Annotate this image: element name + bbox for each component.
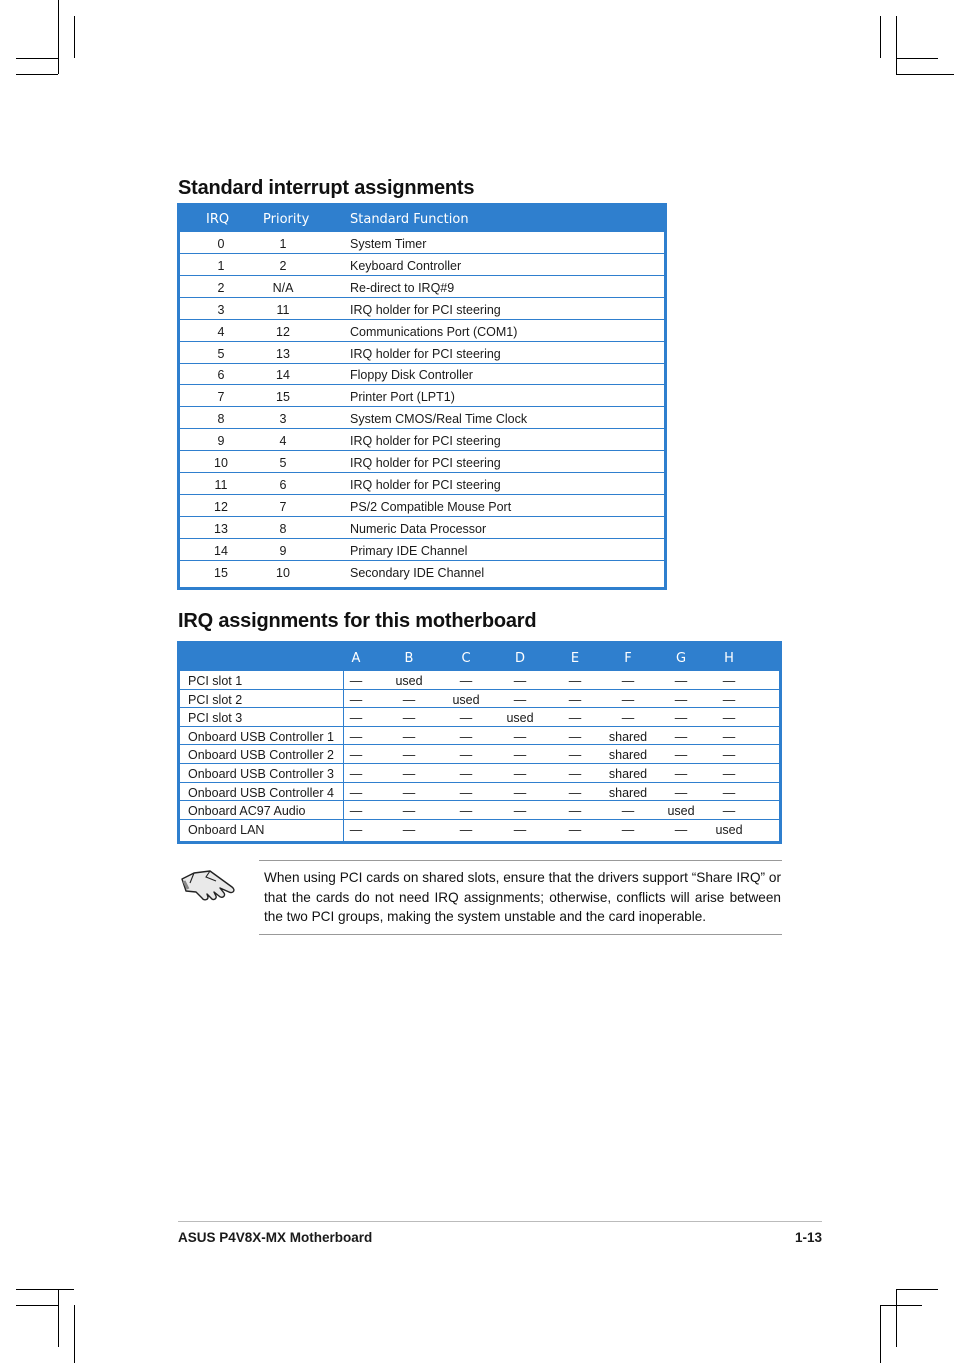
table-row bbox=[180, 363, 664, 385]
table-row bbox=[180, 429, 664, 451]
footer-page-number: 1-13 bbox=[794, 1230, 822, 1245]
table-row bbox=[180, 764, 779, 783]
irq-cell-f: — bbox=[621, 822, 635, 837]
irq-cell: 7 bbox=[217, 390, 225, 405]
irq-cell-a: — bbox=[349, 767, 363, 781]
table-row bbox=[180, 671, 779, 690]
irq-cell-c: — bbox=[459, 767, 473, 781]
irq-cell-f: — bbox=[621, 692, 635, 707]
device-label: Onboard USB Controller 4 bbox=[188, 785, 334, 800]
priority-cell: 15 bbox=[276, 390, 290, 405]
irq-cell-b: used bbox=[395, 674, 423, 688]
pointing-hand-icon bbox=[180, 865, 238, 905]
irq-cell-d: — bbox=[513, 692, 527, 707]
priority-cell: 1 bbox=[279, 237, 287, 251]
function-cell: Secondary IDE Channel bbox=[350, 565, 485, 580]
function-cell: IRQ holder for PCI steering bbox=[350, 302, 501, 317]
irq-cell-g: — bbox=[674, 767, 688, 781]
table-header bbox=[177, 203, 667, 232]
table-row bbox=[180, 407, 664, 429]
footer-rule bbox=[178, 1221, 822, 1222]
priority-cell: 11 bbox=[276, 302, 290, 317]
table-row bbox=[180, 820, 779, 839]
irq-cell-b: — bbox=[402, 804, 416, 819]
priority-cell: 4 bbox=[279, 434, 287, 449]
device-label: Onboard AC97 Audio bbox=[188, 804, 306, 819]
table-row bbox=[180, 517, 664, 539]
irq-cell-g: used bbox=[667, 804, 695, 819]
irq-cell-c: — bbox=[459, 711, 473, 726]
irq-cell-b: — bbox=[402, 729, 416, 744]
table-row bbox=[180, 276, 664, 298]
irq-cell-e: — bbox=[568, 711, 582, 726]
irq-cell-b: — bbox=[402, 692, 416, 707]
priority-cell: 2 bbox=[279, 258, 287, 273]
irq-cell: 8 bbox=[217, 412, 225, 427]
irq-cell: 9 bbox=[217, 434, 225, 449]
irq-cell-e: — bbox=[568, 692, 582, 707]
irq-cell-f: — bbox=[621, 674, 635, 688]
irq-cell: 6 bbox=[217, 368, 225, 383]
function-cell: IRQ holder for PCI steering bbox=[350, 456, 501, 470]
priority-cell: 9 bbox=[279, 543, 287, 558]
irq-cell-c: — bbox=[459, 804, 473, 819]
irq-assignment-table bbox=[177, 641, 782, 844]
function-cell: IRQ holder for PCI steering bbox=[350, 477, 501, 492]
column-header-a: A bbox=[351, 651, 361, 666]
function-cell: Floppy Disk Controller bbox=[350, 368, 473, 383]
device-label: PCI slot 1 bbox=[188, 674, 243, 688]
section-title-standard-interrupts: Standard interrupt assignments bbox=[178, 177, 475, 199]
table-row bbox=[180, 495, 664, 517]
table-body bbox=[180, 232, 664, 587]
irq-cell-a: — bbox=[349, 692, 363, 707]
function-cell: IRQ holder for PCI steering bbox=[350, 346, 501, 361]
column-header-c: C bbox=[461, 651, 471, 666]
irq-cell-f: shared bbox=[608, 785, 648, 800]
irq-cell-a: — bbox=[349, 711, 363, 726]
irq-cell-a: — bbox=[349, 674, 363, 688]
irq-cell-h: — bbox=[722, 767, 736, 781]
irq-cell-a: — bbox=[349, 785, 363, 800]
irq-cell: 13 bbox=[214, 521, 228, 536]
table-row bbox=[180, 783, 779, 802]
irq-cell-b: — bbox=[402, 785, 416, 800]
column-header-e: E bbox=[570, 651, 580, 666]
irq-cell-h: — bbox=[722, 711, 736, 726]
irq-cell-h: — bbox=[722, 748, 736, 763]
irq-cell-c: — bbox=[459, 785, 473, 800]
function-cell: Primary IDE Channel bbox=[350, 543, 468, 558]
irq-cell-a: — bbox=[349, 748, 363, 763]
header-priority: Priority bbox=[263, 212, 310, 227]
irq-cell-f: shared bbox=[608, 748, 648, 763]
footer-product-name: ASUS P4V8X-MX Motherboard bbox=[178, 1230, 373, 1245]
table-row bbox=[180, 708, 779, 727]
header-function: Standard Function bbox=[350, 212, 469, 227]
table-body bbox=[180, 671, 779, 841]
device-label: Onboard USB Controller 2 bbox=[188, 748, 334, 763]
irq-cell-d: — bbox=[513, 674, 527, 688]
table-row bbox=[180, 451, 664, 473]
irq-cell-a: — bbox=[349, 804, 363, 819]
device-label: Onboard USB Controller 3 bbox=[188, 767, 334, 781]
device-label: PCI slot 3 bbox=[188, 711, 243, 726]
irq-cell: 4 bbox=[217, 324, 225, 339]
priority-cell: 5 bbox=[279, 456, 287, 470]
irq-cell-g: — bbox=[674, 785, 688, 800]
table-row bbox=[180, 727, 779, 746]
irq-cell-h: — bbox=[722, 785, 736, 800]
irq-cell-d: — bbox=[513, 729, 527, 744]
table-row bbox=[180, 745, 779, 764]
irq-cell: 2 bbox=[217, 280, 225, 295]
irq-cell-e: — bbox=[568, 767, 582, 781]
irq-cell: 15 bbox=[214, 565, 228, 580]
table-row bbox=[180, 342, 664, 364]
column-header-h: H bbox=[724, 651, 734, 666]
irq-cell: 5 bbox=[217, 346, 225, 361]
function-cell: IRQ holder for PCI steering bbox=[350, 434, 501, 449]
column-header-d: D bbox=[514, 651, 525, 666]
function-cell: PS/2 Compatible Mouse Port bbox=[350, 499, 512, 514]
device-label: Onboard LAN bbox=[188, 822, 265, 837]
irq-cell-d: — bbox=[513, 822, 527, 837]
device-label: Onboard USB Controller 1 bbox=[188, 729, 334, 744]
table-row bbox=[180, 473, 664, 495]
irq-cell-f: shared bbox=[608, 767, 648, 781]
irq-cell-f: — bbox=[621, 711, 635, 726]
irq-cell-c: — bbox=[459, 674, 473, 688]
irq-cell-b: — bbox=[402, 822, 416, 837]
irq-cell-d: — bbox=[513, 785, 527, 800]
irq-cell-e: — bbox=[568, 804, 582, 819]
irq-cell-g: — bbox=[674, 729, 688, 744]
priority-cell: 10 bbox=[276, 565, 290, 580]
device-label: PCI slot 2 bbox=[188, 692, 243, 707]
priority-cell: 7 bbox=[279, 499, 287, 514]
irq-cell-h: — bbox=[722, 674, 736, 688]
irq-cell-b: — bbox=[402, 767, 416, 781]
irq-cell-f: — bbox=[621, 804, 635, 819]
irq-cell-g: — bbox=[674, 748, 688, 763]
irq-cell-g: — bbox=[674, 822, 688, 837]
column-header-b: B bbox=[404, 651, 414, 666]
table-row bbox=[180, 232, 664, 254]
priority-cell: 3 bbox=[279, 412, 287, 427]
irq-cell-h: used bbox=[715, 822, 743, 837]
irq-cell-e: — bbox=[568, 822, 582, 837]
irq-cell-d: used bbox=[506, 711, 534, 726]
irq-cell-f: shared bbox=[608, 729, 648, 744]
irq-cell: 1 bbox=[217, 258, 225, 273]
table-row bbox=[180, 690, 779, 709]
function-cell: Communications Port (COM1) bbox=[350, 324, 518, 339]
column-header-f: F bbox=[624, 651, 632, 666]
function-cell: Re-direct to IRQ#9 bbox=[350, 280, 455, 295]
note-text: When using PCI cards on shared slots, ensure that the drivers support “Share IRQ” or that the cards do not need IRQ assignments; otherwise, conflicts will arise between the two PCI groups, making the system unstable and the card inoperable. bbox=[264, 870, 781, 924]
function-cell: Numeric Data Processor bbox=[350, 521, 487, 536]
function-cell: Printer Port (LPT1) bbox=[350, 390, 455, 405]
column-header-g: G bbox=[675, 651, 687, 666]
irq-cell: 11 bbox=[214, 477, 228, 492]
function-cell: System CMOS/Real Time Clock bbox=[350, 412, 528, 427]
irq-cell-b: — bbox=[402, 711, 416, 726]
irq-cell-c: — bbox=[459, 748, 473, 763]
irq-cell-c: — bbox=[459, 822, 473, 837]
priority-cell: 8 bbox=[279, 521, 287, 536]
irq-cell-c: used bbox=[452, 692, 480, 707]
priority-cell: N/A bbox=[272, 280, 294, 295]
function-cell: System Timer bbox=[350, 237, 427, 251]
irq-cell: 10 bbox=[214, 456, 228, 470]
irq-cell-g: — bbox=[674, 711, 688, 726]
irq-cell-a: — bbox=[349, 729, 363, 744]
irq-cell-d: — bbox=[513, 767, 527, 781]
priority-cell: 6 bbox=[279, 477, 287, 492]
note-top-rule bbox=[259, 860, 782, 861]
table-row bbox=[180, 561, 664, 583]
irq-cell-e: — bbox=[568, 785, 582, 800]
irq-cell-b: — bbox=[402, 748, 416, 763]
irq-cell: 0 bbox=[217, 237, 225, 251]
irq-cell: 14 bbox=[214, 543, 228, 558]
note-bottom-rule bbox=[259, 934, 782, 935]
table-header bbox=[177, 641, 782, 670]
irq-cell-c: — bbox=[459, 729, 473, 744]
standard-interrupt-table bbox=[177, 203, 667, 590]
irq-cell-h: — bbox=[722, 804, 736, 819]
irq-cell-h: — bbox=[722, 692, 736, 707]
priority-cell: 13 bbox=[276, 346, 290, 361]
section-title-irq-assignments: IRQ assignments for this motherboard bbox=[178, 610, 537, 632]
header-irq: IRQ bbox=[206, 212, 230, 227]
irq-cell-g: — bbox=[674, 692, 688, 707]
irq-cell: 12 bbox=[214, 499, 228, 514]
table-row bbox=[180, 801, 779, 820]
priority-cell: 12 bbox=[276, 324, 290, 339]
irq-cell-h: — bbox=[722, 729, 736, 744]
irq-cell-d: — bbox=[513, 804, 527, 819]
irq-cell-e: — bbox=[568, 729, 582, 744]
irq-cell-g: — bbox=[674, 674, 688, 688]
irq-cell-a: — bbox=[349, 822, 363, 837]
table-row bbox=[180, 320, 664, 342]
table-row bbox=[180, 539, 664, 561]
table-row bbox=[180, 254, 664, 276]
irq-cell: 3 bbox=[217, 302, 225, 317]
irq-cell-e: — bbox=[568, 748, 582, 763]
irq-cell-e: — bbox=[568, 674, 582, 688]
function-cell: Keyboard Controller bbox=[350, 258, 462, 273]
table-row bbox=[180, 385, 664, 407]
table-row bbox=[180, 298, 664, 320]
irq-cell-d: — bbox=[513, 748, 527, 763]
priority-cell: 14 bbox=[276, 368, 290, 383]
